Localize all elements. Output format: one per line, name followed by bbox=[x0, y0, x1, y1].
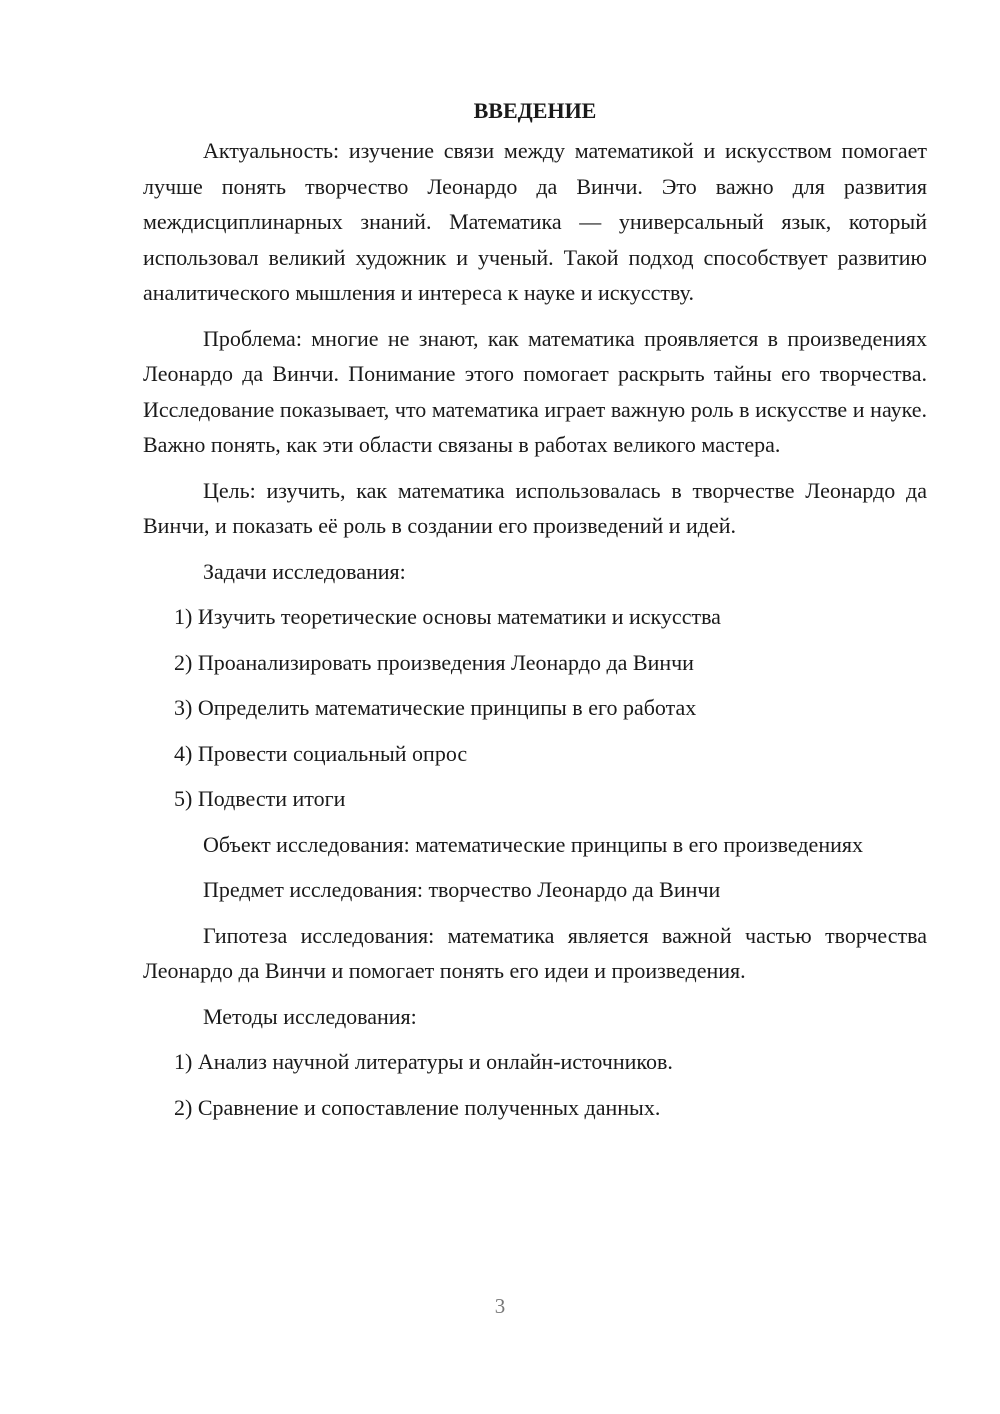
problem-paragraph: Проблема: многие не знают, как математика проявляется в произведениях Леонардо да Винчи. Понимание этого помогает раскрыть тайны его творчества. Исследование показывает, что математика играет важную роль в искусстве и науке. Важно понять, как эти области связаны в работах великого мастера. bbox=[143, 325, 927, 457]
list-item: 4) Провести социальный опрос bbox=[174, 740, 468, 766]
methods-list bbox=[143, 1044, 927, 1125]
list-item: 2) Проанализировать произведения Леонардо да Винчи bbox=[174, 649, 694, 675]
relevance-paragraph: Актуальность: изучение связи между математикой и искусством помогает лучше понять творчество Леонардо да Винчи. Это важно для развития междисциплинарных знаний. Математика — универсальный язык, который использовал великий художник и ученый. Такой подход способствует развитию аналитического мышления и интереса к науке и искусству. bbox=[143, 138, 927, 305]
document-page bbox=[143, 96, 927, 1135]
tasks-title: Задачи исследования: bbox=[203, 558, 406, 584]
object-paragraph: Объект исследования: математические принципы в его произведениях bbox=[203, 831, 863, 857]
list-item: 3) Определить математические принципы в его работах bbox=[174, 695, 697, 720]
goal-paragraph: Цель: изучить, как математика использовалась в творчестве Леонардо да Винчи, и показать её роль в создании его произведений и идей. bbox=[143, 477, 927, 538]
methods-title: Методы исследования: bbox=[203, 1003, 417, 1029]
subject-paragraph: Предмет исследования: творчество Леонардо да Винчи bbox=[203, 877, 721, 902]
tasks-list bbox=[143, 599, 927, 817]
list-item: 1) Анализ научной литературы и онлайн-источников. bbox=[174, 1049, 673, 1074]
page-number: 3 bbox=[494, 1294, 506, 1318]
list-item: 1) Изучить теоретические основы математики и искусства bbox=[174, 604, 721, 629]
hypothesis-paragraph: Гипотеза исследования: математика является важной частью творчества Леонардо да Винчи и помогает понять его идеи и произведения. bbox=[143, 922, 927, 983]
list-item: 2) Сравнение и сопоставление полученных данных. bbox=[174, 1094, 661, 1120]
list-item: 5) Подвести итоги bbox=[174, 786, 346, 811]
page-title: ВВЕДЕНИЕ bbox=[473, 98, 597, 123]
